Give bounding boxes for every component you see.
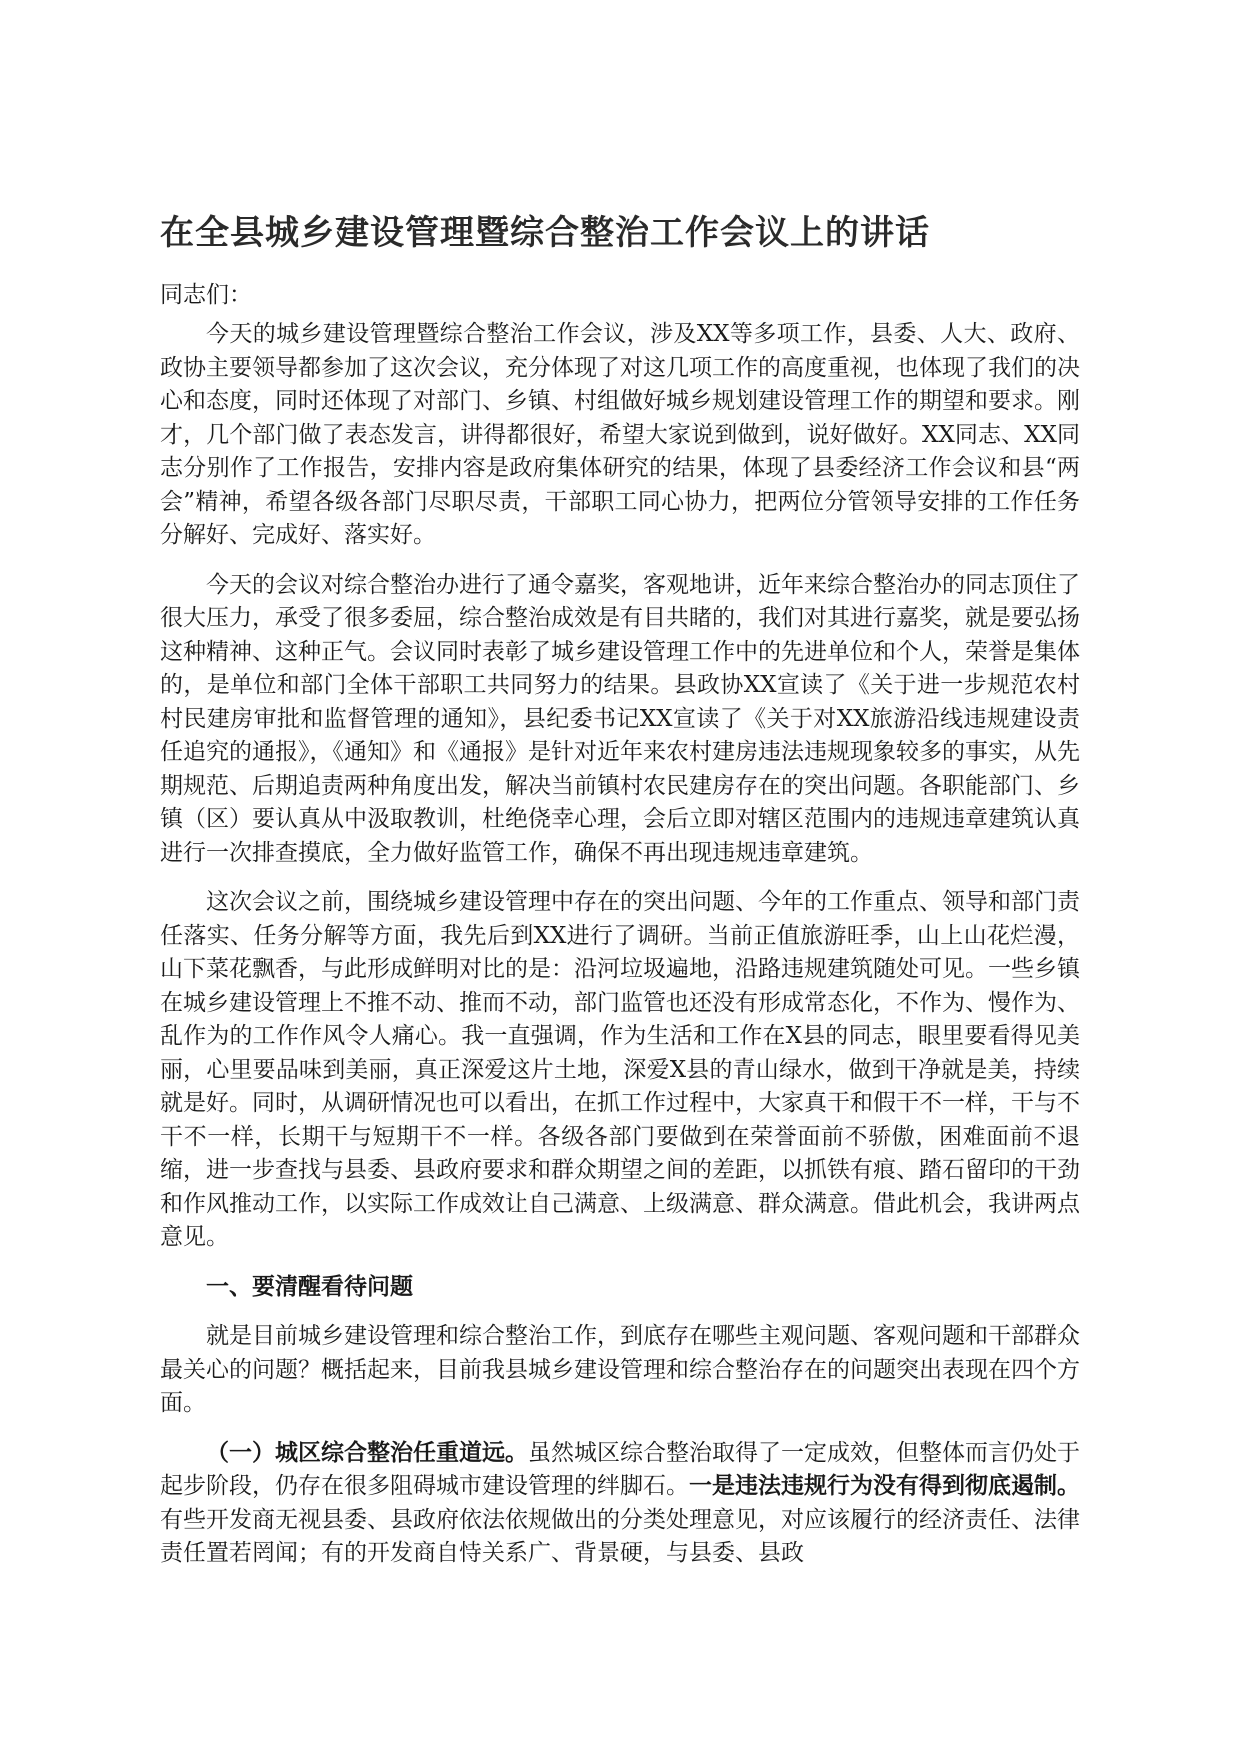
- paragraph-2: 今天的会议对综合整治办进行了通令嘉奖，客观地讲，近年来综合整治办的同志顶住了很大压力，承受了很多委屈，综合整治成效是有目共睹的，我们对其进行嘉奖，就是要弘扬这种精神、这种正气。会议同时表彰了城乡建设管理工作中的先进单位和个人，荣誉是集体的，是单位和部门全体干部职工共同努力的结果。县政协XX宣读了《关于进一步规范农村村民建房审批和监督管理的通知》，县纪委书记XX宣读了《关于对XX旅游沿线违规建设责任追究的通报》，《通知》和《通报》是针对近年来农村建房违法违规现象较多的事实，从先期规范、后期追责两种角度出发，解决当前镇村农民建房存在的突出问题。各职能部门、乡镇（区）要认真从中汲取教训，杜绝侥幸心理，会后立即对辖区范围内的违规违章建筑认真进行一次排查摸底，全力做好监管工作，确保不再出现违规违章建筑。: [160, 571, 1080, 866]
- salutation: 同志们：: [160, 282, 252, 308]
- sub-section-heading: （一）城区综合整治任重道远。: [206, 1439, 528, 1466]
- section-intro: 就是目前城乡建设管理和综合整治工作，到底存在哪些主观问题、客观问题和干部群众最关心的问题？概括起来，目前我县城乡建设管理和综合整治存在的问题突出表现在四个方面。: [160, 1323, 1080, 1416]
- document-body: [160, 318, 1080, 1587]
- paragraph-1: 今天的城乡建设管理暨综合整治工作会议，涉及XX等多项工作，县委、人大、政府、政协主要领导都参加了这次会议，充分体现了对这几项工作的高度重视，也体现了我们的决心和态度，同时还体现了对部门、乡镇、村组做好城乡规划建设管理工作的期望和要求。刚才，几个部门做了表态发言，讲得都很好，希望大家说到做到，说好做好。XX同志、XX同志分别作了工作报告，安排内容是政府集体研究的结果，体现了县委经济工作会议和县“两会”精神，希望各级各部门尽职尽责，干部职工同心协力，把两位分管领导安排的工作任务分解好、完成好、落实好。: [160, 321, 1080, 548]
- sub-section-bold-point: 一是违法违规行为没有得到彻底遏制。: [689, 1473, 1080, 1499]
- section-heading: 一、要清醒看待问题: [206, 1273, 413, 1300]
- sub-section-text-2: 有些开发商无视县委、县政府依法依规做出的分类处理意见，对应该履行的经济责任、法律责任置若罔闻；有的开发商自恃关系广、背景硬，与县委、县政: [160, 1506, 1080, 1566]
- sub-section-text-1: 虽然城区综合整治取得了一定成效，但整体而言仍处于起步阶段，仍存在很多阻碍城市建设管理的绊脚石。: [160, 1439, 1080, 1499]
- document-title: 在全县城乡建设管理暨综合整治工作会议上的讲话: [160, 213, 930, 253]
- paragraph-3: 这次会议之前，围绕城乡建设管理中存在的突出问题、今年的工作重点、领导和部门责任落实、任务分解等方面，我先后到XX进行了调研。当前正值旅游旺季，山上山花烂漫，山下菜花飘香，与此形成鲜明对比的是：沿河垃圾遍地，沿路违规建筑随处可见。一些乡镇在城乡建设管理上不推不动、推而不动，部门监管也还没有形成常态化，不作为、慢作为、乱作为的工作作风令人痛心。我一直强调，作为生活和工作在X县的同志，眼里要看得见美丽，心里要品味到美丽，真正深爱这片土地，深爱X县的青山绿水，做到干净就是美，持续就是好。同时，从调研情况也可以看出，在抓工作过程中，大家真干和假干不一样，干与不干不一样，长期干与短期干不一样。各级各部门要做到在荣誉面前不骄傲，困难面前不退缩，进一步查找与县委、县政府要求和群众期望之间的差距，以抓铁有痕、踏石留印的干劲和作风推动工作，以实际工作成效让自己满意、上级满意、群众满意。借此机会，我讲两点意见。: [160, 889, 1080, 1250]
- sub-section-paragraph: [160, 1437, 1080, 1571]
